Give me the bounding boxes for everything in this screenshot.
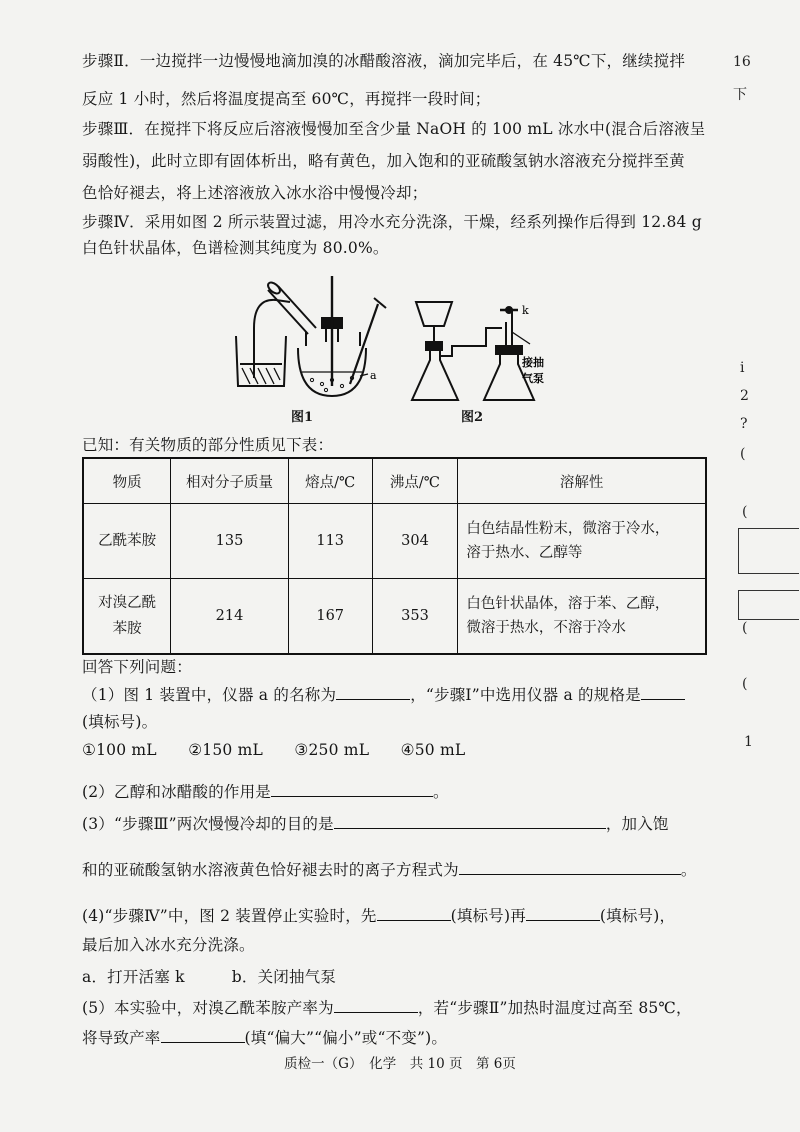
edge-fragment: ( <box>742 504 748 520</box>
pump-label-2: 气泵 <box>522 372 544 385</box>
cell-melting-point: 167 <box>288 579 372 655</box>
substance-line: 苯胺 <box>112 621 142 637</box>
answer-blank[interactable] <box>334 998 418 1013</box>
col-header: 物质 <box>83 458 171 504</box>
step4-line-2: 白色针状晶体，色谱检测其纯度为 80.0%。 <box>82 239 389 257</box>
question-2: (2）乙醇和冰醋酸的作用是 。 <box>82 783 449 801</box>
cell-melting-point: 113 <box>288 504 372 579</box>
question-4: (4)“步骤Ⅳ”中，图 2 装置停止实验时，先 (填标号)再 (填标号)， <box>82 907 676 925</box>
connecting-tube <box>440 328 502 356</box>
page-footer: 质检一（G） 化学 共 10 页 第 6页 <box>284 1056 516 1072</box>
edge-fragment: 1 <box>744 734 753 750</box>
cell-substance <box>83 579 171 655</box>
cell-molar-mass: 135 <box>171 504 289 579</box>
filter-flask <box>412 350 458 400</box>
cell-solubility <box>458 504 706 579</box>
substance-line: 对溴乙酰 <box>98 595 157 611</box>
answer-blank[interactable] <box>334 814 606 829</box>
label-k: k <box>522 304 529 317</box>
solubility-line: 白色针状晶体，溶于苯、乙醇， <box>466 596 670 612</box>
edge-fragment: 16 <box>733 54 751 70</box>
edge-fragment: ? <box>740 416 748 432</box>
step3-line-1: 步骤Ⅲ．在搅拌下将反应后溶液慢慢加至含少量 NaOH 的 100 mL 冰水中(混合后溶液呈 <box>82 120 706 138</box>
figure-2-apparatus <box>408 292 558 412</box>
question-1-options: ①100 mL ②150 mL ③250 mL ④50 mL <box>82 741 466 759</box>
solubility-line: 白色结晶性粉末，微溶于冷水， <box>466 521 670 537</box>
beaker-liquid <box>242 368 280 384</box>
col-header: 相对分子质量 <box>171 458 289 504</box>
question-3-line-2: 和的亚硫酸氢钠水溶液黄色恰好褪去时的离子方程式为 。 <box>82 861 697 879</box>
label-a: a <box>370 369 377 382</box>
solubility-line: 微溶于热水，不溶于冷水 <box>466 620 626 636</box>
answer-blank[interactable] <box>336 685 410 700</box>
solubility-line: 溶于热水、乙醇等 <box>466 545 583 561</box>
edge-fragment: ( <box>742 620 748 636</box>
edge-fragment: ( <box>740 446 746 462</box>
properties-table <box>82 457 707 655</box>
cell-boiling-point: 353 <box>372 579 458 655</box>
table-header-row <box>83 458 706 504</box>
edge-fragment: i <box>740 360 745 376</box>
edge-box-fragment <box>738 528 799 574</box>
figure-2-caption: 图2 <box>461 410 484 425</box>
question-1-instruction: (填标号)。 <box>82 713 158 731</box>
cell-molar-mass: 214 <box>171 579 289 655</box>
table-row <box>83 504 706 579</box>
edge-fragment: ( <box>742 676 748 692</box>
figure-1-caption: 图1 <box>291 410 314 425</box>
question-4-line-2: 最后加入冰水充分洗涤。 <box>82 936 255 954</box>
step3-line-3: 色恰好褪去，将上述溶液放入冰水浴中慢慢冷却； <box>82 184 428 202</box>
step4-line-1: 步骤Ⅳ．采用如图 2 所示装置过滤，用冷水充分洗涤，干燥，经系列操作后得到 12.84 g <box>82 213 702 231</box>
step3-line-2: 弱酸性)，此时立即有固体析出，略有黄色，加入饱和的亚硫酸氢钠水溶液充分搅拌至黄 <box>82 152 685 170</box>
question-5-line-2: 将导致产率 (填“偏大”“偏小”或“不变”)。 <box>82 1029 448 1047</box>
answer-blank[interactable] <box>377 906 451 921</box>
questions-intro: 回答下列问题： <box>82 658 192 676</box>
answer-blank[interactable] <box>271 782 433 797</box>
col-header: 熔点/℃ <box>288 458 372 504</box>
question-4-options: a．打开活塞 k b．关闭抽气泵 <box>82 968 337 986</box>
question-1: （1）图 1 装置中，仪器 a 的名称为 ，“步骤Ⅰ”中选用仪器 a 的规格是 <box>82 683 685 705</box>
beaker <box>236 336 286 386</box>
table-row <box>83 579 706 655</box>
question-3: (3）“步骤Ⅲ”两次慢慢冷却的目的是 ，加入饱 <box>82 815 669 833</box>
step2-line-2: 反应 1 小时，然后将温度提高至 60℃，再搅拌一段时间； <box>82 90 491 108</box>
cell-substance: 乙酰苯胺 <box>83 504 171 579</box>
edge-fragment: 2 <box>740 388 749 404</box>
figure-1-apparatus <box>228 268 406 420</box>
answer-blank[interactable] <box>459 860 681 875</box>
pump-label-1: 接抽 <box>522 356 544 369</box>
table-intro: 已知：有关物质的部分性质见下表： <box>82 436 334 454</box>
answer-blank[interactable] <box>526 906 600 921</box>
step2-line-1: 步骤Ⅱ．一边搅拌一边慢慢地滴加溴的冰醋酸溶液，滴加完毕后，在 45℃下，继续搅拌 <box>82 52 686 70</box>
col-header: 沸点/℃ <box>372 458 458 504</box>
question-5: (5）本实验中，对溴乙酰苯胺产率为 ，若“步骤Ⅱ”加热时温度过高至 85℃， <box>82 999 692 1017</box>
col-header: 溶解性 <box>458 458 706 504</box>
edge-box-fragment <box>738 590 799 620</box>
answer-blank[interactable] <box>161 1028 245 1043</box>
cell-solubility <box>458 579 706 655</box>
cell-boiling-point: 304 <box>372 504 458 579</box>
buchner-funnel <box>416 302 452 326</box>
answer-blank[interactable] <box>641 685 685 700</box>
edge-fragment: 下 <box>733 87 747 103</box>
